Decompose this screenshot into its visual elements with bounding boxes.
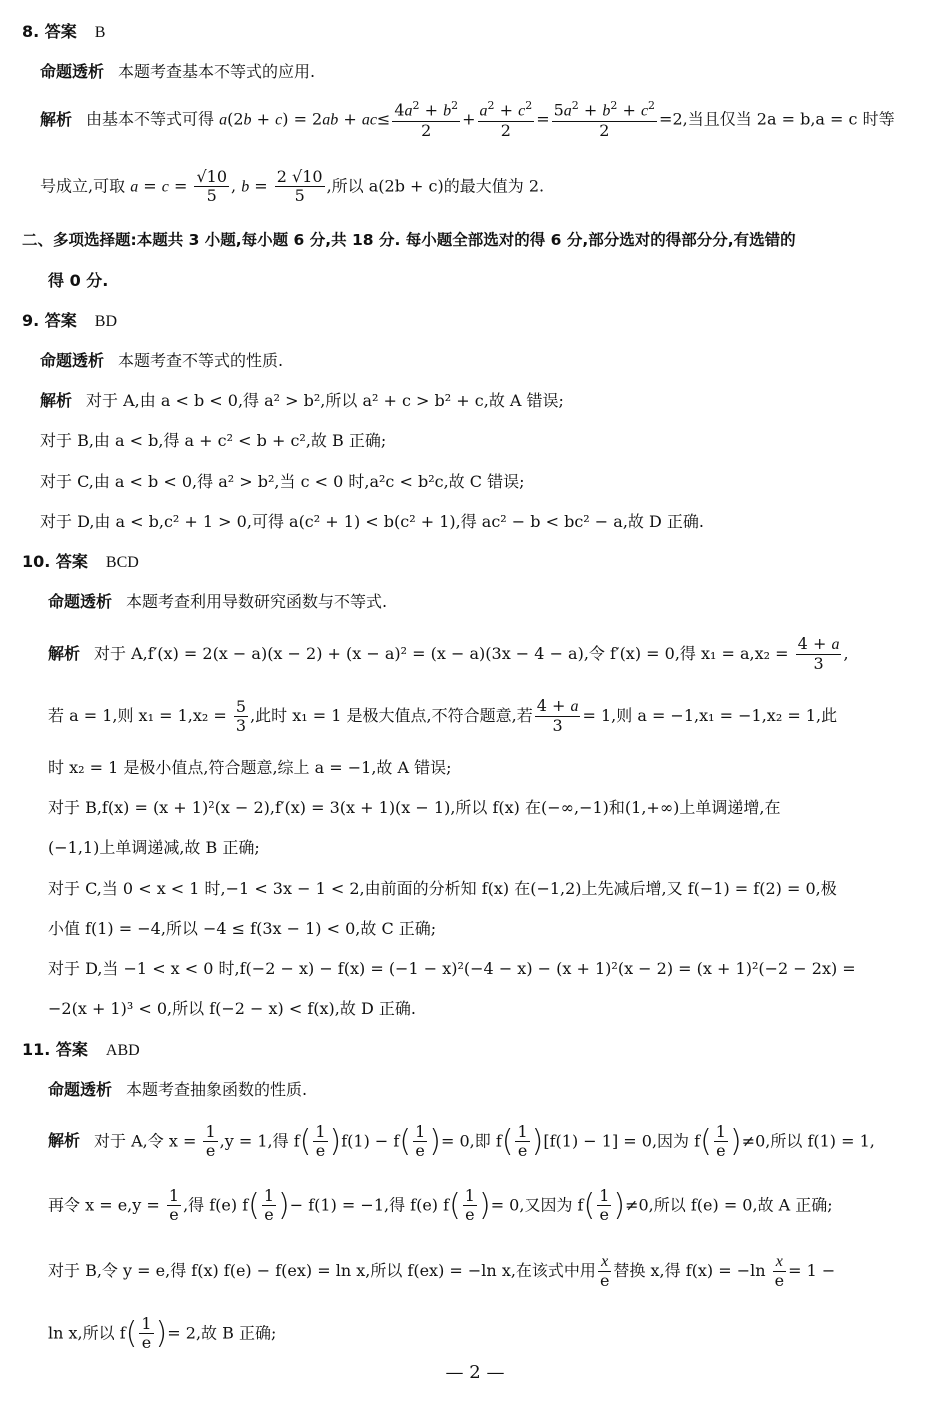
q10-insight: 本题考查利用导数研究函数与不等式.: [126, 592, 388, 611]
q10-l2b: ,此时 x₁ = 1 是极大值点,不符合题意,若: [250, 705, 533, 725]
q8-l1-end: =2,当且仅当 2a = b,a = c 时等: [659, 109, 895, 129]
section2-heading: 二、多项选择题:本题共 3 小题,每小题 6 分,共 18 分. 每小题全部选对的得 6 分,部分选对的得部分分,有选错的: [22, 231, 796, 249]
q10-line-6: 对于 C,当 0 < x < 1 时,−1 < 3x − 1 < 2,由前面的分析知 f(x) 在(−1,2)上先减后增,又 f(−1) = f(2) = 0,极: [48, 879, 837, 898]
q8-insight: 本题考查基本不等式的应用.: [118, 62, 316, 81]
q11-l1d: = 0,即 f: [440, 1131, 502, 1151]
q10-answer: BCD: [105, 554, 139, 571]
q10-analysis-line2: [48, 697, 837, 736]
q11-l1e: [f(1) − 1] = 0,因为 f: [543, 1131, 701, 1151]
q10-line-8: 对于 D,当 −1 < x < 0 时,f(−2 − x) − f(x) = (−1 − x)²(−4 − x) − (x + 1)²(x − 2) = (x + 1)²(−2 − 2x) =: [48, 959, 856, 978]
q8-l2: 号成立,可取: [40, 176, 126, 196]
q9-line-a: 对于 A,由 a < b < 0,得 a² > b²,所以 a² + c > b² + c,故 A 错误;: [86, 391, 564, 410]
q8-frac-3: $\frac{5a^2 + b^2 + c^2}{2}$: [553, 99, 656, 140]
q11-analysis-label: 解析: [48, 1131, 81, 1151]
q10-line-4: 对于 B,f(x) = (x + 1)²(x − 2),f′(x) = 3(x + 1)(x − 1),所以 f(x) 在(−∞,−1)和(1,+∞)上单调递增,在: [48, 798, 781, 817]
q10-frac-2: $\frac{5}{3}$: [235, 696, 247, 735]
q10-line-9: −2(x + 1)³ < 0,所以 f(−2 − x) < f(x),故 D 正确.: [48, 999, 416, 1018]
q9-insight: 本题考查不等式的性质.: [118, 351, 284, 370]
q11-answer-line: [22, 1040, 140, 1061]
q10-l2a: 若 a = 1,则 x₁ = 1,x₂ =: [48, 705, 227, 725]
q10-answer-line: [22, 552, 139, 573]
q8-analysis-line2: 号成立,可取 a = c = $\frac{√10}{5}$ , b = $\frac{2 √10}{5}$ ,所以 a(2b + c)的最大值为 2.: [40, 167, 545, 206]
q8-l2-end: ,所以 a(2b + c)的最大值为 2.: [326, 176, 545, 196]
q9-line-c: 对于 C,由 a < b < 0,得 a² > b²,当 c < 0 时,a²c < b²c,故 C 错误;: [40, 472, 525, 491]
q11-l3a: 对于 B,令 y = e,得 f(x) f(e) − f(ex) = ln x,所以 f(ex) = −ln x,在该式中用: [48, 1260, 596, 1280]
q10-insight-line: [48, 592, 387, 612]
q9-analysis-line1: [40, 391, 564, 411]
q10-l2c: = 1,则 a = −1,x₁ = −1,x₂ = 1,此: [582, 705, 838, 725]
q11-analysis-line2: 再令 x = e,y = $\frac{1}{e}$ ,得 f(e) f( $\frac{1}{e}$ )− f(1) = −1,得 f(e) f( $\frac{1}{e}$ )= 0,又因为 f( $\frac{1}{e}$ )≠0,所以 f(e) = 0,故 A 正确;: [48, 1186, 833, 1225]
q11-insight-label: 命题透析: [48, 1080, 113, 1099]
q11-head: 11. 答案: [22, 1040, 88, 1059]
q8-analysis-line1: 解析 由基本不等式可得 a(2b + c) = 2ab + ac≤ $\frac{4a^2 + b^2}{2}$ + $\frac{a^2 + c^2}{2}$ = $\frac{5a^2 + b^2 + c^2}{2}$ =2,当且仅当 2a = b,a = c 时等: [40, 99, 895, 140]
q11-l4b: = 2,故 B 正确;: [167, 1323, 277, 1343]
q11-l2b: ,得 f(e) f: [183, 1195, 249, 1215]
q11-l1a: 对于 A,令 x =: [94, 1131, 197, 1151]
q11-l1c: f(1) − f: [341, 1131, 400, 1151]
q8-frac-2: $\frac{a^2 + c^2}{2}$: [479, 99, 533, 140]
q11-analysis-line3: 对于 B,令 y = e,得 f(x) f(e) − f(ex) = ln x,所以 f(ex) = −ln x,在该式中用 $\frac{x}{e}$ 替换 x,得 f(x) = −ln $\frac{x}{e}$ = 1 −: [48, 1253, 836, 1291]
q11-insight-line: [48, 1080, 307, 1100]
q10-head: 10. 答案: [22, 552, 88, 571]
q8-frac-4: $\frac{√10}{5}$: [196, 167, 228, 206]
q8-insight-line: [40, 62, 315, 82]
section2-heading-line2: 得 0 分.: [48, 271, 109, 290]
page-number: — 2 —: [445, 1362, 505, 1383]
q10-analysis-line1: 解析 对于 A,f′(x) = 2(x − a)(x − 2) + (x − a)² = (x − a)(3x − 4 − a),令 f′(x) = 0,得 x₁ = a,x₂ = $\frac{4 + a}{3}$ ,: [48, 634, 849, 674]
q10-analysis-label: 解析: [48, 643, 81, 663]
q9-answer-line: [22, 311, 117, 332]
q9-insight-line: [40, 351, 283, 371]
q9-line-b: 对于 B,由 a < b,得 a + c² < b + c²,故 B 正确;: [40, 431, 387, 450]
q11-l3c: = 1 −: [788, 1260, 836, 1280]
q8-head: 8. 答案: [22, 22, 77, 41]
q8-l1-start: 由基本不等式可得: [86, 109, 215, 129]
q9-head: 9. 答案: [22, 311, 77, 330]
q8-frac-1: $\frac{4a^2 + b^2}{2}$: [394, 99, 459, 140]
q11-l4a: ln x,所以 f: [48, 1323, 126, 1343]
q11-l1f: ≠0,所以 f(1) = 1,: [741, 1131, 875, 1151]
q8-analysis-label: 解析: [40, 109, 73, 129]
q9-insight-label: 命题透析: [40, 351, 105, 370]
q10-insight-label: 命题透析: [48, 592, 113, 611]
q10-line-7: 小值 f(1) = −4,所以 −4 ≤ f(3x − 1) < 0,故 C 正确;: [48, 919, 437, 938]
q11-l2c: − f(1) = −1,得 f(e) f: [289, 1195, 450, 1215]
q8-answer-line: [22, 22, 105, 43]
q11-analysis-line4: ln x,所以 f( $\frac{1}{e}$ )= 2,故 B 正确;: [48, 1314, 277, 1353]
q11-answer: ABD: [105, 1042, 140, 1059]
q11-l2a: 再令 x = e,y =: [48, 1195, 160, 1215]
q8-insight-label: 命题透析: [40, 62, 105, 81]
q11-analysis-line1: 解析 对于 A,令 x = $\frac{1}{e}$ ,y = 1,得 f( $\frac{1}{e}$ )f(1) − f( $\frac{1}{e}$ )= 0,即 f( $\frac{1}{e}$ )[f(1) − 1] = 0,因为 f( $\frac{1}{e}$ )≠0,所以 f(1) = 1,: [48, 1122, 875, 1161]
q8-answer: B: [94, 24, 106, 41]
q10-frac-1: $\frac{4 + a}{3}$: [797, 634, 840, 674]
q9-line-d: 对于 D,由 a < b,c² + 1 > 0,可得 a(c² + 1) < b(c² + 1),得 ac² − b < bc² − a,故 D 正确.: [40, 512, 705, 531]
q10-l1: 对于 A,f′(x) = 2(x − a)(x − 2) + (x − a)² = (x − a)(3x − 4 − a),令 f′(x) = 0,得 x₁ = a,x₂ =: [94, 643, 789, 663]
q9-analysis-label: 解析: [40, 391, 73, 410]
q11-l1b: ,y = 1,得 f: [219, 1131, 300, 1151]
q10-frac-3: $\frac{4 + a}{3}$: [536, 696, 579, 736]
q8-frac-5: $\frac{2 √10}{5}$: [276, 167, 323, 206]
q10-line-5: (−1,1)上单调递减,故 B 正确;: [48, 838, 260, 857]
q11-l2e: ≠0,所以 f(e) = 0,故 A 正确;: [625, 1195, 833, 1215]
q11-l3b: 替换 x,得 f(x) = −ln: [613, 1260, 766, 1280]
q10-line-3: 时 x₂ = 1 是极小值点,符合题意,综上 a = −1,故 A 错误;: [48, 758, 452, 777]
q11-l2d: = 0,又因为 f: [490, 1195, 584, 1215]
q11-insight: 本题考查抽象函数的性质.: [126, 1080, 308, 1099]
q9-answer: BD: [94, 313, 118, 330]
